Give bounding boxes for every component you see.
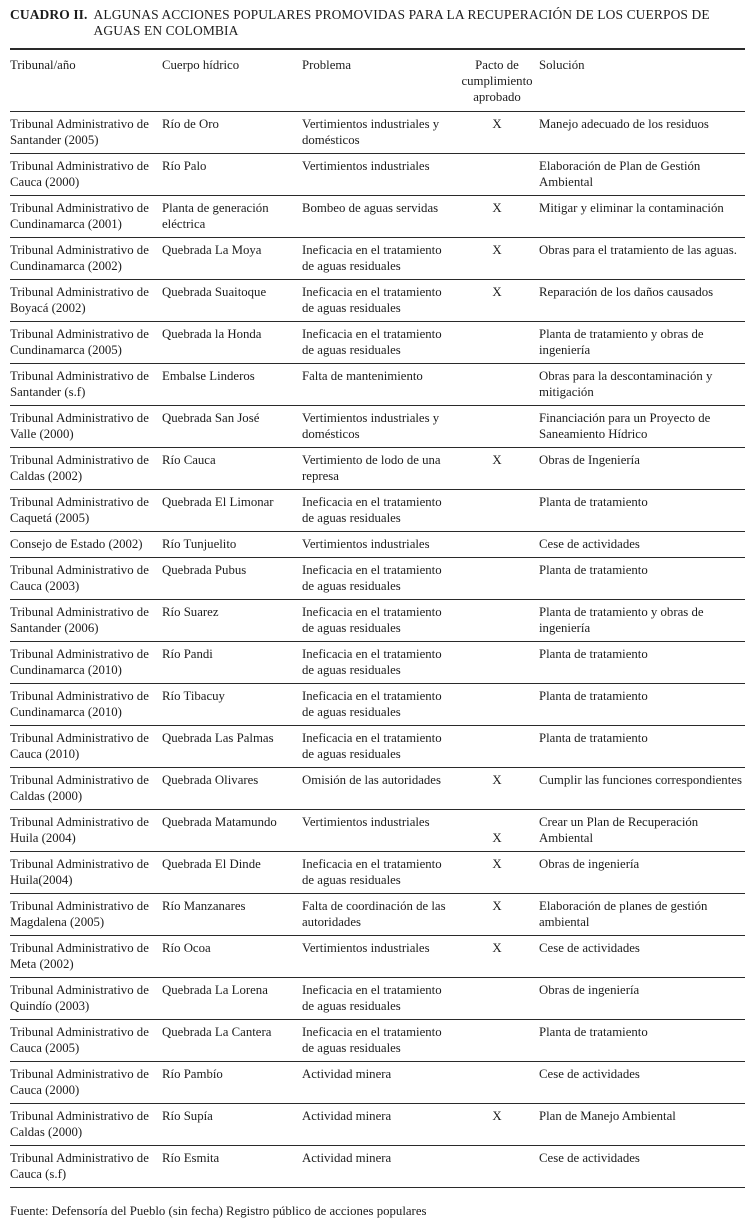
problema-cell: Ineficacia en el tratamiento de aguas residuales: [302, 647, 442, 677]
solucion-cell: Reparación de los daños causados: [539, 285, 714, 299]
pacto-aprobado-cell: [459, 364, 539, 406]
pacto-aprobado-cell: X: [492, 285, 502, 299]
problema-cell: Vertimientos industriales: [302, 537, 430, 551]
solucion-cell: Obras de Ingeniería: [539, 453, 640, 467]
cuerpo-hidrico-cell: Río Pandi: [162, 647, 213, 661]
solucion-cell: Planta de tratamiento: [539, 731, 648, 745]
solucion-cell: Planta de tratamiento: [539, 647, 648, 661]
problema-cell: Ineficacia en el tratamiento de aguas residuales: [302, 983, 442, 1013]
table-row: [10, 936, 745, 978]
table-row: [10, 810, 745, 852]
problema-cell: Falta de coordinación de las autoridades: [302, 899, 446, 929]
pacto-aprobado-cell: [459, 558, 539, 600]
solucion-cell: Elaboración de planes de gestión ambiental: [539, 899, 708, 929]
problema-cell: Ineficacia en el tratamiento de aguas residuales: [302, 857, 442, 887]
table-row: [10, 112, 745, 154]
tribunal-cell: Tribunal Administrativo de Cauca (2005): [10, 1025, 149, 1055]
cuerpo-hidrico-cell: Quebrada San José: [162, 411, 260, 425]
cuerpo-hidrico-cell: Quebrada Suaitoque: [162, 285, 267, 299]
cuerpo-hidrico-cell: Río Manzanares: [162, 899, 246, 913]
solucion-cell: Elaboración de Plan de Gestión Ambiental: [539, 159, 701, 189]
tribunal-cell: Tribunal Administrativo de Cundinamarca (2005): [10, 327, 149, 357]
solucion-cell: Planta de tratamiento: [539, 1025, 648, 1039]
tribunal-cell: Tribunal Administrativo de Santander (s.f): [10, 369, 149, 399]
problema-cell: Ineficacia en el tratamiento de aguas residuales: [302, 731, 442, 761]
solucion-cell: Planta de tratamiento y obras de ingeniería: [539, 605, 704, 635]
problema-cell: Ineficacia en el tratamiento de aguas residuales: [302, 285, 442, 315]
pacto-aprobado-cell: X: [492, 243, 502, 257]
solucion-cell: Cese de actividades: [539, 1067, 640, 1081]
solucion-cell: Mitigar y eliminar la contaminación: [539, 201, 724, 215]
pacto-aprobado-cell: X: [492, 201, 502, 215]
cuerpo-hidrico-cell: Quebrada La Cantera: [162, 1025, 272, 1039]
problema-cell: Vertimientos industriales: [302, 159, 430, 173]
cuerpo-hidrico-cell: Quebrada La Lorena: [162, 983, 268, 997]
table-row: [10, 1062, 745, 1104]
table-row: [10, 600, 745, 642]
solucion-cell: Obras de ingeniería: [539, 857, 640, 871]
solucion-cell: Planta de tratamiento: [539, 563, 648, 577]
tribunal-cell: Tribunal Administrativo de Cundinamarca (2001): [10, 201, 149, 231]
tribunal-cell: Tribunal Administrativo de Santander (2006): [10, 605, 149, 635]
cuerpo-hidrico-cell: Planta de generación eléctrica: [162, 201, 269, 231]
solucion-cell: Crear un Plan de Recuperación Ambiental: [539, 815, 699, 845]
problema-cell: Ineficacia en el tratamiento de aguas residuales: [302, 243, 442, 273]
column-header-pacto: Pacto de cumplimiento aprobado: [461, 58, 533, 104]
tribunal-cell: Tribunal Administrativo de Cauca (2003): [10, 563, 149, 593]
table-row: [10, 978, 745, 1020]
cuerpo-hidrico-cell: Río Ocoa: [162, 941, 211, 955]
table-row: [10, 894, 745, 936]
pacto-aprobado-cell: [459, 600, 539, 642]
tribunal-cell: Tribunal Administrativo de Huila (2004): [10, 815, 149, 845]
tribunal-cell: Tribunal Administrativo de Valle (2000): [10, 411, 149, 441]
table-row: [10, 364, 745, 406]
solucion-cell: Planta de tratamiento: [539, 495, 648, 509]
pacto-aprobado-cell: X: [492, 857, 502, 871]
table-row: [10, 768, 745, 810]
tribunal-cell: Tribunal Administrativo de Cauca (2000): [10, 159, 149, 189]
table-row: [10, 642, 745, 684]
tribunal-cell: Tribunal Administrativo de Cundinamarca (2010): [10, 647, 149, 677]
problema-cell: Falta de mantenimiento: [302, 369, 423, 383]
solucion-cell: Planta de tratamiento y obras de ingeniería: [539, 327, 704, 357]
table-row: [10, 558, 745, 600]
pacto-aprobado-cell: [459, 406, 539, 448]
solucion-cell: Manejo adecuado de los residuos: [539, 117, 709, 131]
table-row: [10, 726, 745, 768]
problema-cell: Ineficacia en el tratamiento de aguas residuales: [302, 327, 442, 357]
solucion-cell: Obras para el tratamiento de las aguas.: [539, 243, 737, 257]
table-number-label: CUADRO II.: [10, 7, 88, 22]
problema-cell: Vertimientos industriales y domésticos: [302, 117, 440, 147]
table-row: [10, 154, 745, 196]
header-row: [10, 49, 745, 112]
tribunal-cell: Tribunal Administrativo de Cauca (2010): [10, 731, 149, 761]
tribunal-cell: Tribunal Administrativo de Cundinamarca (2010): [10, 689, 149, 719]
cuerpo-hidrico-cell: Río Esmita: [162, 1151, 220, 1165]
solucion-cell: Cese de actividades: [539, 941, 640, 955]
table-row: [10, 196, 745, 238]
tribunal-cell: Tribunal Administrativo de Cauca (s.f): [10, 1151, 149, 1181]
cuerpo-hidrico-cell: Río de Oro: [162, 117, 219, 131]
pacto-aprobado-cell: [459, 322, 539, 364]
solucion-cell: Obras de ingeniería: [539, 983, 640, 997]
cuerpo-hidrico-cell: Quebrada la Honda: [162, 327, 262, 341]
column-header-problema: Problema: [302, 58, 352, 72]
column-header-cuerpo-hidrico: Cuerpo hídrico: [162, 58, 240, 72]
problema-cell: Vertimiento de lodo de una represa: [302, 453, 441, 483]
pacto-aprobado-cell: [459, 684, 539, 726]
table-row: [10, 1104, 745, 1146]
acciones-populares-table: [10, 48, 745, 1188]
tribunal-cell: Tribunal Administrativo de Caldas (2000): [10, 1109, 149, 1139]
cuerpo-hidrico-cell: Río Supía: [162, 1109, 213, 1123]
tribunal-cell: Tribunal Administrativo de Cundinamarca (2002): [10, 243, 149, 273]
tribunal-cell: Tribunal Administrativo de Caquetá (2005): [10, 495, 149, 525]
problema-cell: Actividad minera: [302, 1151, 392, 1165]
table-row: [10, 852, 745, 894]
solucion-cell: Cese de actividades: [539, 537, 640, 551]
problema-cell: Vertimientos industriales y domésticos: [302, 411, 440, 441]
solucion-cell: Plan de Manejo Ambiental: [539, 1109, 676, 1123]
pacto-aprobado-cell: [459, 1062, 539, 1104]
pacto-aprobado-cell: [459, 532, 539, 558]
problema-cell: Ineficacia en el tratamiento de aguas residuales: [302, 563, 442, 593]
tribunal-cell: Tribunal Administrativo de Quindío (2003): [10, 983, 149, 1013]
tribunal-cell: Tribunal Administrativo de Caldas (2000): [10, 773, 149, 803]
pacto-aprobado-cell: [459, 726, 539, 768]
pacto-aprobado-cell: [459, 154, 539, 196]
tribunal-cell: Tribunal Administrativo de Magdalena (2005): [10, 899, 149, 929]
problema-cell: Vertimientos industriales: [302, 941, 430, 955]
pacto-aprobado-cell: X: [492, 899, 502, 913]
cuerpo-hidrico-cell: Quebrada El Limonar: [162, 495, 274, 509]
table-row: [10, 406, 745, 448]
tribunal-cell: Tribunal Administrativo de Cauca (2000): [10, 1067, 149, 1097]
tribunal-cell: Tribunal Administrativo de Huila(2004): [10, 857, 149, 887]
pacto-aprobado-cell: X: [492, 117, 502, 131]
column-header-tribunal: Tribunal/año: [10, 58, 76, 72]
table-row: [10, 1146, 745, 1188]
cuerpo-hidrico-cell: Río Pambío: [162, 1067, 223, 1081]
table-row: [10, 490, 745, 532]
pacto-aprobado-cell: X: [492, 1109, 502, 1123]
cuerpo-hidrico-cell: Río Tibacuy: [162, 689, 225, 703]
pacto-aprobado-cell: [459, 978, 539, 1020]
table-row: [10, 280, 745, 322]
table-row: [10, 532, 745, 558]
problema-cell: Actividad minera: [302, 1067, 392, 1081]
tribunal-cell: Consejo de Estado (2002): [10, 537, 143, 551]
cuerpo-hidrico-cell: Río Tunjuelito: [162, 537, 237, 551]
cuerpo-hidrico-cell: Quebrada Pubus: [162, 563, 247, 577]
problema-cell: Bombeo de aguas servidas: [302, 201, 439, 215]
solucion-cell: Planta de tratamiento: [539, 689, 648, 703]
problema-cell: Ineficacia en el tratamiento de aguas residuales: [302, 605, 442, 635]
pacto-aprobado-cell: [459, 642, 539, 684]
cuerpo-hidrico-cell: Río Cauca: [162, 453, 216, 467]
pacto-aprobado-cell: X: [492, 941, 502, 955]
pacto-aprobado-cell: X: [492, 831, 502, 845]
table-row: [10, 1020, 745, 1062]
solucion-cell: Cumplir las funciones correspondientes: [539, 773, 742, 787]
cuerpo-hidrico-cell: Quebrada Olivares: [162, 773, 259, 787]
table-caption: ALGUNAS ACCIONES POPULARES PROMOVIDAS PARA LA RECUPERACIÓN DE LOS CUERPOS DE AGUAS EN COLOMBIA: [93, 7, 710, 38]
solucion-cell: Cese de actividades: [539, 1151, 640, 1165]
solucion-cell: Obras para la descontaminación y mitigación: [539, 369, 713, 399]
cuerpo-hidrico-cell: Río Suarez: [162, 605, 219, 619]
tribunal-cell: Tribunal Administrativo de Santander (2005): [10, 117, 149, 147]
table-title: [10, 7, 743, 39]
pacto-aprobado-cell: [459, 1146, 539, 1188]
problema-cell: Ineficacia en el tratamiento de aguas residuales: [302, 495, 442, 525]
table-row: [10, 322, 745, 364]
problema-cell: Actividad minera: [302, 1109, 392, 1123]
solucion-cell: Financiación para un Proyecto de Saneamiento Hídrico: [539, 411, 711, 441]
problema-cell: Omisión de las autoridades: [302, 773, 441, 787]
tribunal-cell: Tribunal Administrativo de Meta (2002): [10, 941, 149, 971]
column-header-solucion: Solución: [539, 58, 585, 72]
cuerpo-hidrico-cell: Quebrada Matamundo: [162, 815, 277, 829]
pacto-aprobado-cell: [459, 1020, 539, 1062]
table-row: [10, 684, 745, 726]
pacto-aprobado-cell: X: [492, 773, 502, 787]
problema-cell: Ineficacia en el tratamiento de aguas residuales: [302, 1025, 442, 1055]
cuerpo-hidrico-cell: Embalse Linderos: [162, 369, 255, 383]
cuerpo-hidrico-cell: Quebrada Las Palmas: [162, 731, 274, 745]
pacto-aprobado-cell: [459, 490, 539, 532]
tribunal-cell: Tribunal Administrativo de Boyacá (2002): [10, 285, 149, 315]
pacto-aprobado-cell: X: [492, 453, 502, 467]
table-row: [10, 448, 745, 490]
problema-cell: Vertimientos industriales: [302, 815, 430, 829]
cuerpo-hidrico-cell: Quebrada El Dinde: [162, 857, 261, 871]
source-note: Fuente: Defensoría del Pueblo (sin fecha) Registro público de acciones populares: [10, 1204, 427, 1218]
cuerpo-hidrico-cell: Río Palo: [162, 159, 207, 173]
cuerpo-hidrico-cell: Quebrada La Moya: [162, 243, 262, 257]
tribunal-cell: Tribunal Administrativo de Caldas (2002): [10, 453, 149, 483]
problema-cell: Ineficacia en el tratamiento de aguas residuales: [302, 689, 442, 719]
table-row: [10, 238, 745, 280]
